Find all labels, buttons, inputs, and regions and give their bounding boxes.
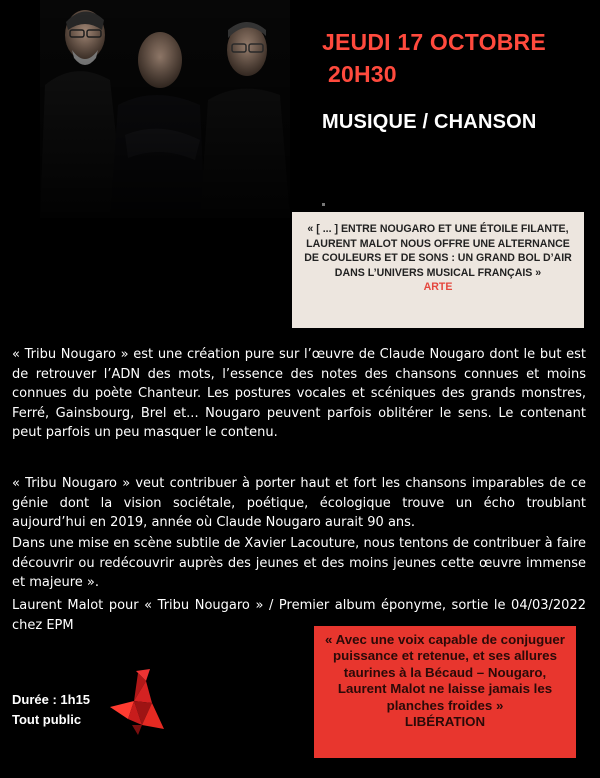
description-paragraph-2: « Tribu Nougaro » veut contribuer à porter haut et fort les chansons imparables de ce génie dont la vision sociétale, poétique, écologique trouve un écho troublant aujourd’hui en 2019, année où Claude Nougaro aurait 90 ans. — [12, 476, 586, 530]
decorative-dot — [322, 203, 325, 206]
description-paragraph-4: Laurent Malot pour « Tribu Nougaro » / Premier album éponyme, sortie le 04/03/2022 chez EPM — [12, 598, 586, 633]
review-text: « Avec une voix capable de conjuguer puissance et retenue, et ses allures taurines à la Bécaud – Nougaro, Laurent Malot ne laisse jamais les planches froides » — [325, 632, 565, 713]
band-photo — [40, 0, 290, 218]
press-quote-box — [292, 212, 584, 328]
press-quote-text: « [ ... ] ENTRE NOUGARO ET UNE ÉTOILE FILANTE, LAURENT MALOT NOUS OFFRE UNE ALTERNANCE DE COULEURS ET DE SONS : UN GRAND BOL D’AIR DANS L’UNIVERS MUSICAL FRANÇAIS » — [304, 223, 572, 279]
event-date — [322, 26, 546, 90]
event-date-line: JEUDI 17 OCTOBRE — [322, 29, 546, 55]
event-info — [12, 690, 90, 730]
event-time: 20H30 — [328, 61, 397, 87]
description-paragraph-1: « Tribu Nougaro » est une création pure sur l’œuvre de Claude Nougaro dont le but est de retrouver l’ADN des mots, l’essence des notes des chansons connues et moins connues du poète Chanteur. Les postures vocales et scéniques des grands monstres, Ferré, Gainsbourg, Brel et... Nougaro peuvent parfois oblitérer le sens. Le contenant peut parfois un peu masquer le contenu. — [12, 347, 586, 440]
press-review-box — [314, 626, 576, 758]
audience: Tout public — [12, 712, 82, 727]
description-paragraph-3: Dans une mise en scène subtile de Xavier Lacouture, nous tentons de contribuer à faire découvrir ou redécouvrir auprès des jeunes et des moins jeunes cette œuvre immense et majeure ». — [12, 536, 586, 590]
review-source: LIBÉRATION — [404, 714, 486, 730]
duration: Durée : 1h15 — [12, 692, 91, 707]
red-bird-logo-icon — [108, 667, 168, 742]
event-genre: MUSIQUE / CHANSON — [322, 111, 537, 133]
press-quote-source: ARTE — [423, 281, 453, 294]
